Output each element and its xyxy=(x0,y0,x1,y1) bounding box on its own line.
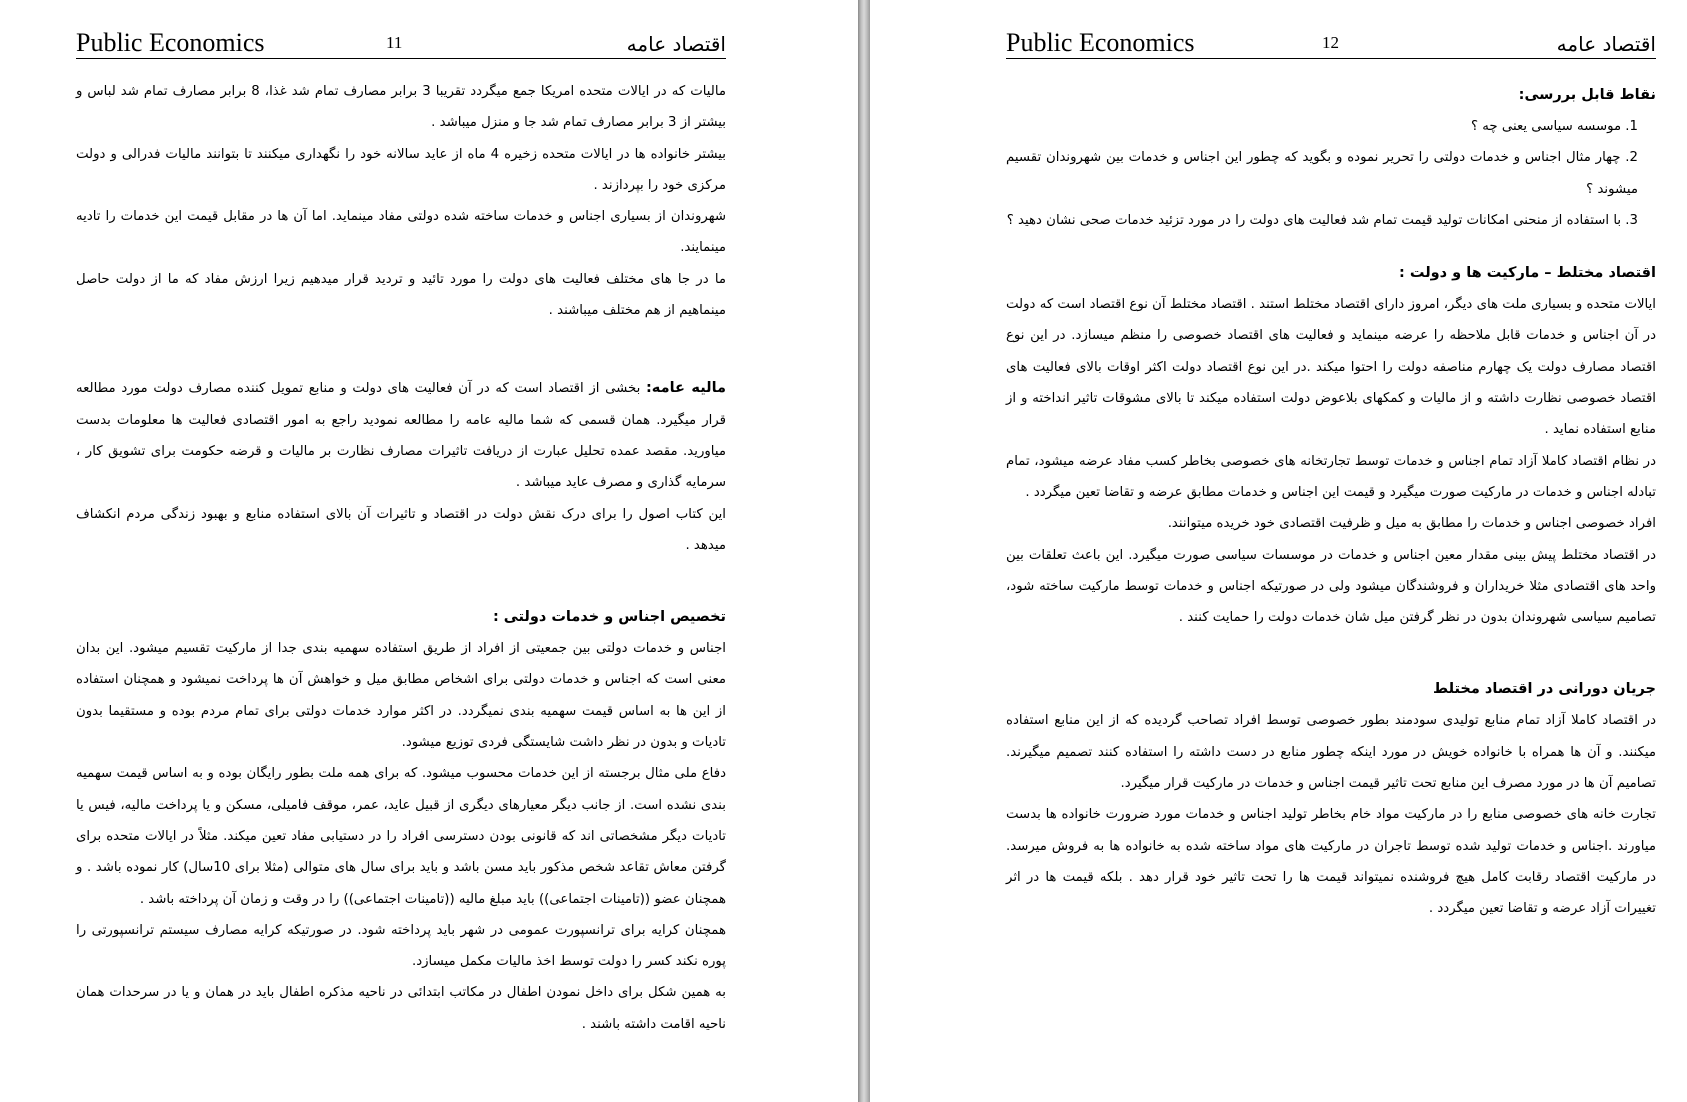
list-item: 2. چهار مثال اجناس و خدمات دولتی را تحریر نموده و بگوید که چطور این اجناس و خدمات بین شهروندان تقسیم میشوند ؟ xyxy=(1006,150,1638,197)
right-page xyxy=(870,0,1687,1102)
section-heading-circular-flow: جریان دورانی در اقتصاد مختلط xyxy=(1433,681,1656,698)
review-questions-list xyxy=(1006,111,1656,236)
paragraph: به همین شکل برای داخل نمودن اطفال در مکاتب ابتدائی در ناحیه مذکره اطفال باید در همان و یا در سرحدات همان ناحیه اقامت داشته باشند . xyxy=(76,985,726,1032)
list-item: 3. با استفاده از منحنی امکانات تولید قیمت تمام شد فعالیت های دولت را در مورد تزئید خدمات صحی نشان دهید ؟ xyxy=(1006,212,1638,228)
left-page-header xyxy=(76,28,726,59)
paragraph: در نظام اقتصاد کاملا آزاد تمام اجناس و خدمات توسط تجارتخانه های خصوصی بخاطر کسب مفاد عرضه میشود، تمام تبادله اجناس و خدمات در مارکیت صورت میگیرد و قیمت این اجناس و خدمات مطابق عرضه و تقاضا تعین میگردد . xyxy=(1006,453,1656,500)
paragraph: افراد خصوصی اجناس و خدمات را مطابق به میل و ظرفیت اقتصادی خود خریده میتوانند. xyxy=(1167,516,1656,532)
page-gutter xyxy=(858,0,870,1102)
public-finance-term: مالیه عامه: xyxy=(646,380,726,397)
list-item: 1. موسسه سیاسی یعنی چه ؟ xyxy=(1471,119,1638,134)
paragraph: تجارت خانه های خصوصی منابع را در مارکیت مواد خام بخاطر تولید اجناس و خدمات مورد ضرورت خانواده ها بدست میاورند .اجناس و خدمات تولید شده توسط تاجران در مارکیت های مواد ساخته شده به خانواده ها به فروش میرسد. در مارکیت اقتصاد رقابت کامل هیچ فروشنده نمیتواند قیمت ها را تحت تاثیر خود قرار دهد . بلکه قیمت ها در اثر تغییرات آزاد عرضه و تقاضا تعین میگردد . xyxy=(1006,807,1656,917)
paragraph: همچنان کرایه برای ترانسپورت عمومی در شهر باید پرداخته شود. در صورتیکه کرایه مصارف سیستم ترانسپورتی را پوره نکند کسر را دولت توسط اخذ مالیات مکمل میسازد. xyxy=(76,922,726,970)
paragraph: مالیات که در ایالات متحده امریکا جمع میگردد تقریبا 3 برابر مصارف تمام شد غذا، 8 برابر مصارف تمام شد لباس و بیشتر از 3 برابر مصارف تمام شد جا و منزل میباشد . xyxy=(76,84,726,131)
header-title-english: Public Economics xyxy=(1006,28,1195,57)
section-heading-mixed-economy: اقتصاد مختلط – مارکیت ها و دولت : xyxy=(1399,265,1656,282)
paragraph: ما در جا های مختلف فعالیت های دولت را مورد تائید و تردید قرار میدهیم زیرا ارزش مفاد که ما از دولت حاصل مینماهیم از هم مختلف میباشند . xyxy=(76,271,726,319)
header-title-persian: اقتصاد عامه xyxy=(626,32,726,56)
paragraph: این کتاب اصول را برای درک نقش دولت در اقتصاد و تاثیرات آن بالای استفاده منابع و بهبود زندگی مردم انکشاف میدهد . xyxy=(76,506,726,553)
left-page-body xyxy=(76,76,726,1040)
paragraph: ایالات متحده و بسیاری ملت های دیگر، امروز دارای اقتصاد مختلط استند . اقتصاد مختلط آن نوع اقتصاد است که دولت در آن اجناس و خدمات قابل ملاحظه را عرضه مینماید و فعالیت های اقتصاد خصوصی را منظم میسازد. در این نوع اقتصاد مصارف دولت یک چهارم مناصفه دولت را احتوا میکند .در این نوع اقتصاد دولت اکثر اوقات بالای فعالیت های اقتصاد خصوصی نظارت داشته و از مالیات و کمکهای بلاعوض دولت استفاده میکند تا بالای مشوقات تاثیر انداخته و از منابع استفاده نماید . xyxy=(1006,297,1656,438)
paragraph: دفاع ملی مثال برجسته از این خدمات محسوب میشود. که برای همه ملت بطور رایگان بوده و به اساس قیمت سهمیه بندی نشده است. از جانب دیگر معیارهای دیگری از قبیل عاید، عمر، موقف فامیلی، مسکن و یا پرداخت مالیه، فیس یا تادیات دیگر مشخصاتی اند که قانونی بودن دسترسی افراد را در دستیابی مفاد تعین میکند. مثلاً در ایالات متحده برای گرفتن معاش تقاعد شخص مذکور باید مسن باشد و باید برای سال های متوالی (مثلا برای 10سال) کار نموده باشد . و همچنان عضو ((تامینات اجتماعی)) باید مبلغ مالیه ((تامینات اجتماعی)) را در وقت و زمان آن پرداخته باشد . xyxy=(76,766,726,907)
page-number: 12 xyxy=(1322,33,1339,52)
section-heading-review: نقاط قابل بررسی: xyxy=(1518,87,1656,103)
right-page-header xyxy=(1006,28,1656,59)
page-number: 11 xyxy=(386,33,403,52)
paragraph: بیشتر خانواده ها در ایالات متحده زخیره 4 ماه از عاید سالانه خود را نگهداری میکنند تا بتوانند مالیات فدرالی و دولت مرکزی خود را بپردازند . xyxy=(76,146,726,193)
paragraph: در اقتصاد کاملا آزاد تمام منابع تولیدی سودمند بطور خصوصی توسط افراد تصاحب گردیده که از این منابع استفاده میکنند. و آن ها همراه با خانواده خویش در مورد اینکه چطور منابع در دست داشته را استفاده کنند تصمیم میگیرند. تصامیم آن ها در مورد مصرف این منابع تحت تاثیر قیمت اجناس و خدمات در مارکیت قرار میگیرد. xyxy=(1006,713,1656,792)
section-heading-allocation: تخصیص اجناس و خدمات دولتی : xyxy=(492,609,726,626)
public-finance-definition: بخشی از اقتصاد است که در آن فعالیت های دولت و منابع تمویل کننده مصارف دولت مورد مطالعه قرار میگیرد. همان قسمی که شما مالیه عامه را مطالعه نمودید راجع به امور اقتصادی فعالیت ها معلومات بدست میاورید. مقصد عمده تحلیل عبارت از دریافت تاثیرات مصارف نظارت بر مالیات و قرضه حکومت برای تشویق کار ، سرمایه گذاری و مصرف عاید میباشد . xyxy=(76,381,726,491)
right-page-body xyxy=(1006,80,1656,925)
header-title-persian: اقتصاد عامه xyxy=(1556,32,1656,56)
paragraph: در اقتصاد مختلط پیش بینی مقدار معین اجناس و خدمات در موسسات سیاسی صورت میگیرد. این باعث تعلقات بین واحد های اقتصادی مثلا خریداران و فروشندگان میشود ولی در صورتیکه اجناس و خدمات توسط مارکیت ساخته شود، تصامیم سیاسی شهروندان بدون در نظر گرفتن میل شان خدمات دولت را حمایت کنند . xyxy=(1006,547,1656,626)
public-finance-paragraph xyxy=(76,373,726,498)
paragraph: شهروندان از بسیاری اجناس و خدمات ساخته شده دولتی مفاد مینماید. اما آن ها در مقابل قیمت این خدمات را تادیه مینمایند. xyxy=(76,209,726,256)
paragraph: اجناس و خدمات دولتی بین جمعیتی از افراد از طریق استفاده سهمیه بندی جدا از مارکیت تقسیم میشود. این بدان معنی است که اجناس و خدمات دولتی برای اشخاص مطابق میل و خواهش آن ها پرداخت نمیشود و همچنان استفاده از این ها به اساس قیمت سهمیه بندی نمیگردد. در اکثر موارد خدمات دولتی برای تمام مردم بوده و مستقیما بدون تادیات و بدون در نظر داشت شایستگی فردی توزیع میشود. xyxy=(76,641,726,751)
header-title-english: Public Economics xyxy=(76,28,265,57)
